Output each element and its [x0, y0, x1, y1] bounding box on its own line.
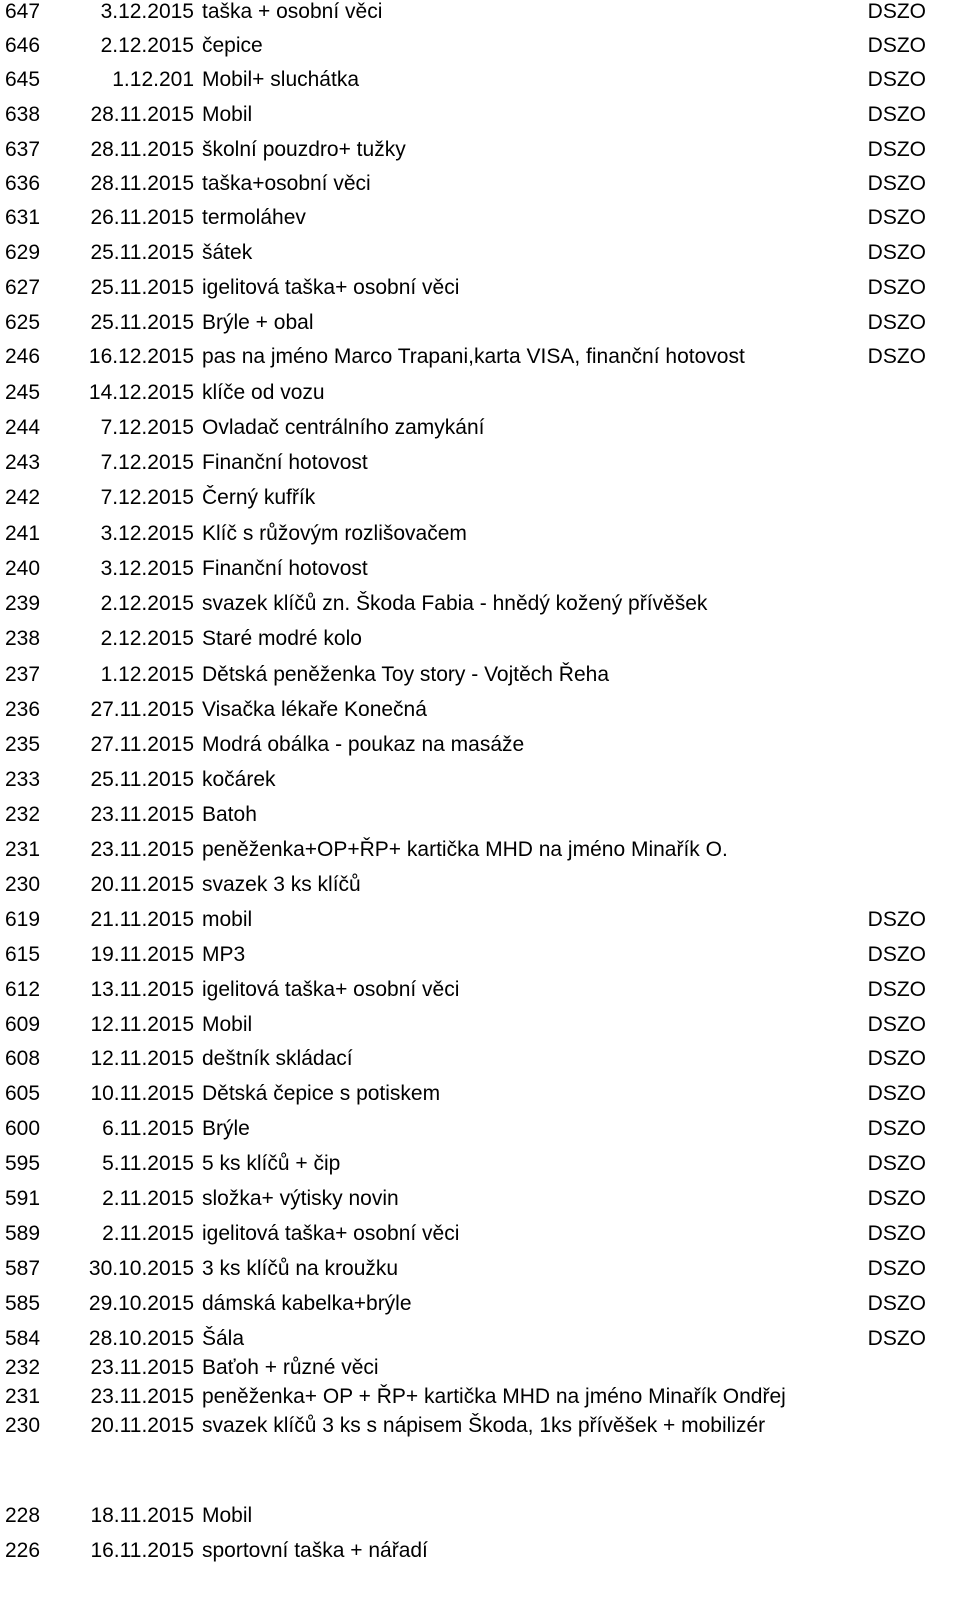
item-description: taška+osobní věci [202, 172, 371, 195]
list-row [0, 1080, 960, 1108]
item-description: igelitová taška+ osobní věci [202, 978, 460, 1001]
item-department: DSZO [867, 172, 926, 195]
list-row [0, 871, 960, 899]
item-date: 25.11.2015 [90, 241, 194, 264]
item-date: 18.11.2015 [90, 1504, 194, 1527]
item-date: 3.12.2015 [100, 0, 194, 23]
item-department: DSZO [867, 103, 926, 126]
item-department: DSZO [867, 1117, 926, 1140]
item-department: DSZO [867, 1082, 926, 1105]
item-date: 2.12.2015 [100, 34, 194, 57]
item-description: peněženka+ OP + ŘP+ kartička MHD na jméno Minařík Ondřej [202, 1385, 786, 1408]
item-description: Brýle [202, 1117, 250, 1140]
list-row [0, 696, 960, 724]
item-number: 231 [5, 838, 41, 861]
item-department: DSZO [867, 908, 926, 931]
item-number: 241 [5, 522, 41, 545]
item-number: 629 [5, 241, 41, 264]
item-number: 627 [5, 276, 41, 299]
item-date: 23.11.2015 [90, 838, 194, 861]
item-number: 245 [5, 381, 41, 404]
list-row [0, 766, 960, 794]
list-row [0, 555, 960, 583]
item-description: svazek klíčů 3 ks s nápisem Škoda, 1ks přívěšek + mobilizér [202, 1414, 766, 1437]
item-date: 19.11.2015 [90, 943, 194, 966]
list-row [0, 1115, 960, 1143]
list-row [0, 32, 960, 60]
item-date: 26.11.2015 [90, 206, 194, 229]
item-department: DSZO [867, 1292, 926, 1315]
list-row [0, 449, 960, 477]
item-number: 232 [5, 1356, 41, 1379]
item-date: 20.11.2015 [90, 1414, 194, 1437]
list-row [0, 1290, 960, 1318]
item-number: 638 [5, 103, 41, 126]
item-number: 647 [5, 0, 41, 23]
item-department: DSZO [867, 1327, 926, 1350]
item-description: MP3 [202, 943, 246, 966]
item-date: 7.12.2015 [100, 416, 194, 439]
item-number: 228 [5, 1504, 41, 1527]
item-number: 240 [5, 557, 41, 580]
list-row [0, 379, 960, 407]
item-description: Mobil [202, 1504, 253, 1527]
item-date: 23.11.2015 [90, 803, 194, 826]
item-department: DSZO [867, 311, 926, 334]
item-date: 20.11.2015 [90, 873, 194, 896]
item-description: dámská kabelka+brýle [202, 1292, 412, 1315]
list-row [0, 731, 960, 759]
item-description: Dětská peněženka Toy story - Vojtěch Řeha [202, 663, 610, 686]
item-date: 5.11.2015 [102, 1152, 194, 1175]
item-description: Staré modré kolo [202, 627, 362, 650]
item-date: 3.12.2015 [100, 557, 194, 580]
item-department: DSZO [867, 241, 926, 264]
item-date: 25.11.2015 [90, 311, 194, 334]
item-description: Mobil+ sluchátka [202, 68, 359, 91]
item-description: šátek [202, 241, 253, 264]
item-date: 16.12.2015 [88, 345, 194, 368]
item-date: 25.11.2015 [90, 768, 194, 791]
item-date: 27.11.2015 [90, 733, 194, 756]
item-date: 2.12.2015 [100, 592, 194, 615]
list-row [0, 801, 960, 829]
item-number: 595 [5, 1152, 41, 1175]
item-department: DSZO [867, 206, 926, 229]
item-number: 645 [5, 68, 41, 91]
list-row [0, 1150, 960, 1178]
item-number: 230 [5, 1414, 41, 1437]
item-date: 2.12.2015 [100, 627, 194, 650]
item-date: 29.10.2015 [88, 1292, 194, 1315]
item-department: DSZO [867, 34, 926, 57]
list-row [0, 101, 960, 129]
item-number: 612 [5, 978, 41, 1001]
item-number: 600 [5, 1117, 41, 1140]
item-date: 12.11.2015 [90, 1013, 194, 1036]
item-description: taška + osobní věci [202, 0, 383, 23]
item-date: 27.11.2015 [90, 698, 194, 721]
item-number: 243 [5, 451, 41, 474]
item-description: Ovladač centrálního zamykání [202, 416, 485, 439]
item-number: 646 [5, 34, 41, 57]
item-number: 246 [5, 345, 41, 368]
item-description: 3 ks klíčů na kroužku [202, 1257, 399, 1280]
item-number: 631 [5, 206, 41, 229]
list-row [0, 414, 960, 442]
item-department: DSZO [867, 1013, 926, 1036]
item-date: 28.11.2015 [90, 172, 194, 195]
item-number: 231 [5, 1385, 41, 1408]
item-department: DSZO [867, 1187, 926, 1210]
item-description: Baťoh + různé věci [202, 1356, 379, 1379]
list-row [0, 136, 960, 164]
item-description: klíče od vozu [202, 381, 325, 404]
list-row [0, 1045, 960, 1073]
item-number: 242 [5, 486, 41, 509]
item-date: 14.12.2015 [88, 381, 194, 404]
item-number: 625 [5, 311, 41, 334]
item-description: deštník skládací [202, 1047, 353, 1070]
list-row [0, 590, 960, 618]
item-description: Visačka lékaře Konečná [202, 698, 427, 721]
item-date: 16.11.2015 [90, 1539, 194, 1562]
item-date: 25.11.2015 [90, 276, 194, 299]
list-row [0, 66, 960, 94]
item-number: 608 [5, 1047, 41, 1070]
item-number: 236 [5, 698, 41, 721]
item-description: kočárek [202, 768, 276, 791]
item-number: 591 [5, 1187, 41, 1210]
item-description: svazek klíčů zn. Škoda Fabia - hnědý kožený přívěšek [202, 592, 708, 615]
list-row [0, 976, 960, 1004]
item-date: 23.11.2015 [90, 1356, 194, 1379]
item-description: Dětská čepice s potiskem [202, 1082, 441, 1105]
list-row [0, 484, 960, 512]
item-description: Batoh [202, 803, 257, 826]
item-number: 244 [5, 416, 41, 439]
item-number: 605 [5, 1082, 41, 1105]
item-description: 5 ks klíčů + čip [202, 1152, 341, 1175]
item-department: DSZO [867, 345, 926, 368]
item-date: 28.11.2015 [90, 138, 194, 161]
item-date: 2.11.2015 [102, 1222, 194, 1245]
item-description: igelitová taška+ osobní věci [202, 276, 460, 299]
item-number: 233 [5, 768, 41, 791]
item-number: 615 [5, 943, 41, 966]
item-description: Mobil [202, 1013, 253, 1036]
item-number: 239 [5, 592, 41, 615]
item-description: peněženka+OP+ŘP+ kartička MHD na jméno Minařík O. [202, 838, 728, 861]
item-number: 636 [5, 172, 41, 195]
item-number: 609 [5, 1013, 41, 1036]
list-row [0, 170, 960, 198]
item-number: 226 [5, 1539, 41, 1562]
list-row [0, 1383, 960, 1411]
item-number: 584 [5, 1327, 41, 1350]
list-row [0, 941, 960, 969]
item-date: 2.11.2015 [102, 1187, 194, 1210]
item-department: DSZO [867, 1152, 926, 1175]
list-row [0, 1502, 960, 1530]
item-date: 1.12.2015 [100, 663, 194, 686]
item-date: 28.11.2015 [90, 103, 194, 126]
item-department: DSZO [867, 943, 926, 966]
item-description: Finanční hotovost [202, 557, 368, 580]
item-number: 589 [5, 1222, 41, 1245]
list-row [0, 1354, 960, 1382]
item-number: 238 [5, 627, 41, 650]
item-department: DSZO [867, 978, 926, 1001]
item-description: mobil [202, 908, 253, 931]
item-description: čepice [202, 34, 263, 57]
list-row [0, 1255, 960, 1283]
item-date: 1.12.201 [112, 68, 194, 91]
item-date: 6.11.2015 [102, 1117, 194, 1140]
item-date: 12.11.2015 [90, 1047, 194, 1070]
item-description: Modrá obálka - poukaz na masáže [202, 733, 525, 756]
item-description: Finanční hotovost [202, 451, 368, 474]
item-date: 13.11.2015 [90, 978, 194, 1001]
item-description: sportovní taška + nářadí [202, 1539, 428, 1562]
item-description: Klíč s růžovým rozlišovačem [202, 522, 467, 545]
item-description: pas na jméno Marco Trapani,karta VISA, finanční hotovost [202, 345, 745, 368]
item-description: školní pouzdro+ tužky [202, 138, 406, 161]
item-number: 237 [5, 663, 41, 686]
item-date: 30.10.2015 [88, 1257, 194, 1280]
item-department: DSZO [867, 68, 926, 91]
item-date: 21.11.2015 [90, 908, 194, 931]
list-row [0, 906, 960, 934]
list-row [0, 239, 960, 267]
item-department: DSZO [867, 1047, 926, 1070]
item-department: DSZO [867, 138, 926, 161]
list-row [0, 0, 960, 26]
item-description: Brýle + obal [202, 311, 314, 334]
item-number: 585 [5, 1292, 41, 1315]
item-department: DSZO [867, 276, 926, 299]
list-row [0, 343, 960, 371]
list-row [0, 309, 960, 337]
item-date: 3.12.2015 [100, 522, 194, 545]
list-row [0, 520, 960, 548]
item-description: igelitová taška+ osobní věci [202, 1222, 460, 1245]
list-row [0, 836, 960, 864]
item-description: svazek 3 ks klíčů [202, 873, 361, 896]
item-date: 23.11.2015 [90, 1385, 194, 1408]
list-row [0, 1537, 960, 1565]
item-description: termoláhev [202, 206, 306, 229]
item-department: DSZO [867, 1222, 926, 1245]
item-date: 10.11.2015 [90, 1082, 194, 1105]
list-row [0, 274, 960, 302]
item-description: Šála [202, 1327, 245, 1350]
item-description: Černý kufřík [202, 486, 316, 509]
list-row [0, 1220, 960, 1248]
item-number: 637 [5, 138, 41, 161]
list-row [0, 1412, 960, 1440]
item-description: složka+ výtisky novin [202, 1187, 399, 1210]
item-date: 7.12.2015 [100, 486, 194, 509]
list-row [0, 204, 960, 232]
item-number: 619 [5, 908, 41, 931]
list-row [0, 1011, 960, 1039]
list-row [0, 661, 960, 689]
item-date: 28.10.2015 [88, 1327, 194, 1350]
list-row [0, 1185, 960, 1213]
item-date: 7.12.2015 [100, 451, 194, 474]
list-row [0, 1325, 960, 1353]
item-number: 587 [5, 1257, 41, 1280]
item-department: DSZO [867, 0, 926, 23]
item-description: Mobil [202, 103, 253, 126]
item-number: 230 [5, 873, 41, 896]
item-number: 232 [5, 803, 41, 826]
item-number: 235 [5, 733, 41, 756]
item-department: DSZO [867, 1257, 926, 1280]
list-row [0, 625, 960, 653]
